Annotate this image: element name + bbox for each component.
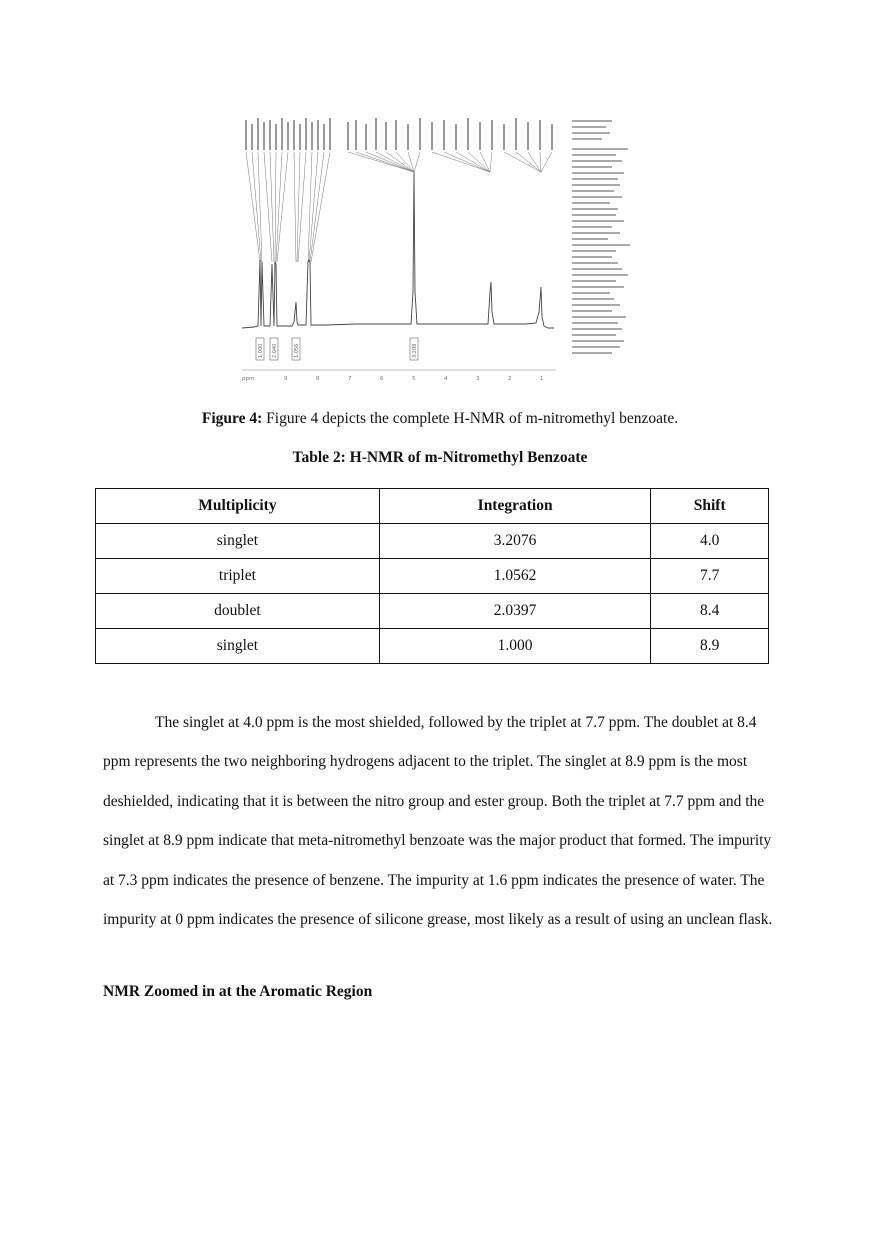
cell-multiplicity: singlet — [96, 524, 380, 559]
cell-shift: 4.0 — [651, 524, 769, 559]
column-header-integration: Integration — [379, 489, 651, 524]
axis-tick-label: 2 — [508, 376, 512, 382]
figure-caption-text: Figure 4 depicts the complete H-NMR of m-nitromethyl benzoate. — [262, 410, 679, 427]
cell-integration: 3.2076 — [379, 524, 651, 559]
table-row — [96, 594, 769, 629]
axis-tick-labels — [242, 376, 544, 382]
integral-label: 2.040 — [272, 343, 278, 358]
table-row — [96, 629, 769, 664]
axis-tick-label: 5 — [412, 376, 416, 382]
cell-shift: 7.7 — [651, 559, 769, 594]
nmr-spectrum-figure — [236, 112, 648, 388]
peak-label-leaders — [246, 152, 552, 262]
paragraph-text: The singlet at 4.0 ppm is the most shielded, followed by the triplet at 7.7 ppm. The doublet at 8.4 ppm represents the two neighboring hydrogens adjacent to the triplet. The singlet at 8.9 ppm is the most deshielded, indicating that it is between the nitro group and ester group. Both the triplet at 7.7 ppm and the singlet at 8.9 ppm indicate that meta-nitromethyl benzoate was the major product that formed. The impurity at 7.3 ppm indicates the presence of benzene. The impurity at 1.6 ppm indicates the presence of water. The impurity at 0 ppm indicates the presence of silicone grease, most likely as a result of using an unclean flask. — [103, 714, 773, 929]
nmr-table — [95, 488, 769, 664]
integral-boxes — [256, 338, 418, 360]
cell-multiplicity: triplet — [96, 559, 380, 594]
integral-label: 3.208 — [412, 343, 418, 358]
cell-shift: 8.9 — [651, 629, 769, 664]
acquisition-parameters-block — [572, 120, 630, 354]
cell-multiplicity: doublet — [96, 594, 380, 629]
axis-tick-label: 7 — [348, 376, 352, 382]
axis-tick-label: 6 — [380, 376, 384, 382]
integral-labels — [258, 344, 418, 358]
integral-label: 1.000 — [258, 343, 264, 358]
spectrum-trace — [242, 172, 554, 328]
column-header-shift: Shift — [651, 489, 769, 524]
axis-tick-label: 3 — [476, 376, 480, 382]
table-header-row — [96, 489, 769, 524]
integral-label: 1.056 — [294, 343, 300, 358]
figure-caption-label: Figure 4: — [201, 410, 263, 427]
figure-caption — [0, 410, 880, 428]
axis-tick-label: 8 — [316, 376, 320, 382]
axis-tick-label: 1 — [540, 376, 544, 382]
cell-integration: 2.0397 — [379, 594, 651, 629]
column-header-multiplicity: Multiplicity — [96, 489, 380, 524]
axis-tick-label: ppm — [242, 376, 255, 382]
axis-tick-label: 9 — [284, 376, 288, 382]
table-row — [96, 524, 769, 559]
cell-integration: 1.0562 — [379, 559, 651, 594]
cell-integration: 1.000 — [379, 629, 651, 664]
cell-shift: 8.4 — [651, 594, 769, 629]
peak-label-stubs — [245, 118, 553, 150]
discussion-paragraph — [103, 703, 773, 939]
cell-multiplicity: singlet — [96, 629, 380, 664]
table-row — [96, 559, 769, 594]
table-title: Table 2: H-NMR of m-Nitromethyl Benzoate — [292, 449, 588, 466]
section-heading: NMR Zoomed in at the Aromatic Region — [103, 983, 373, 1000]
nmr-spectrum-svg — [236, 112, 648, 388]
axis-tick-label: 4 — [444, 376, 448, 382]
